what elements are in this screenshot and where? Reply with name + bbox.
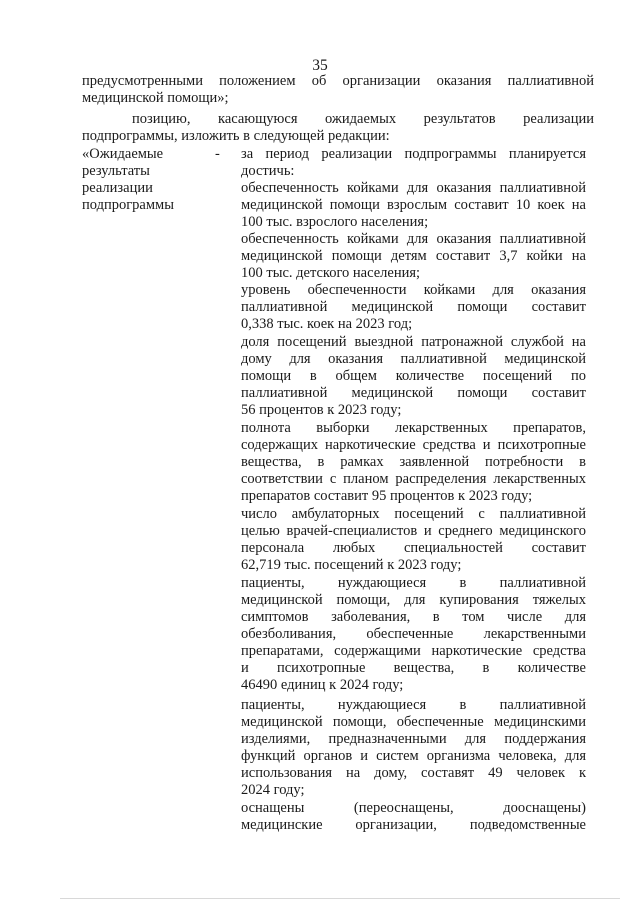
item-line: 56 процентов к 2023 году; [241, 402, 402, 418]
intro-line-2: медицинской помощи»; [82, 90, 229, 106]
item-line: 100 тыс. взрослого населения; [241, 214, 429, 230]
result-item [241, 697, 586, 799]
item-line: содержащих наркотические средства и психотропные [241, 437, 586, 453]
item-line: обеспеченность койками для оказания паллиативной [241, 180, 586, 196]
result-item [241, 334, 586, 419]
label-dash: - [215, 146, 220, 162]
label-line: результаты [82, 163, 150, 179]
item-line: число амбулаторных посещений с паллиативной [241, 506, 586, 522]
result-item [241, 146, 586, 180]
result-item [241, 282, 586, 333]
item-line: достичь: [241, 163, 295, 179]
item-line: функций органов и систем организма человека, для [241, 748, 586, 764]
item-line: медицинской помощи, обеспеченные медицинскими [241, 714, 586, 730]
result-item [241, 420, 586, 505]
item-line: изделиями, предназначенными для поддержания [241, 731, 586, 747]
label-line: подпрограммы [82, 197, 174, 213]
item-line: доля посещений выездной патронажной службой на [241, 334, 586, 350]
scan-edge-divider [60, 898, 620, 899]
page-number: 35 [312, 57, 328, 74]
expected-results-label [82, 146, 222, 214]
item-line: паллиативной медицинской помощи составит [241, 299, 586, 315]
item-line: оснащены (переоснащены, дооснащены) [241, 800, 586, 816]
intro-line-4: подпрограммы, изложить в следующей редакции: [82, 128, 390, 144]
item-line: препаратами, содержащими наркотические средства [241, 643, 586, 659]
item-line: обезболивания, обеспеченные лекарственными [241, 626, 586, 642]
item-line: паллиативной медицинской помощи составит [241, 385, 586, 401]
item-line: препаратов составит 95 процентов к 2023 году; [241, 488, 533, 504]
item-line: дому для оказания паллиативной медицинской [241, 351, 586, 367]
item-line: 100 тыс. детского населения; [241, 265, 421, 281]
item-line: 0,338 тыс. коек на 2023 год; [241, 316, 413, 332]
result-item [241, 506, 586, 574]
item-line: пациенты, нуждающиеся в паллиативной [241, 697, 586, 713]
item-line: 2024 году; [241, 782, 305, 798]
item-line: уровень обеспеченности койками для оказания [241, 282, 586, 298]
label-line: реализации [82, 180, 153, 196]
item-line: целью врачей-специалистов и среднего медицинского [241, 523, 586, 539]
result-item [241, 231, 586, 282]
item-line: обеспеченность койками для оказания паллиативной [241, 231, 586, 247]
intro-line-1: предусмотренными положением об организации оказания паллиативной [82, 73, 594, 89]
item-line: соответствии с планом распределения лекарственных [241, 471, 586, 487]
result-item [241, 800, 586, 834]
item-line: пациенты, нуждающиеся в паллиативной [241, 575, 586, 591]
item-line: медицинские организации, подведомственные [241, 817, 586, 833]
item-line: медицинской помощи детям составит 3,7 койки на [241, 248, 586, 264]
item-line: 46490 единиц к 2024 году; [241, 677, 404, 693]
item-line: персонала любых специальностей составит [241, 540, 586, 556]
intro-line-3: позицию, касающуюся ожидаемых результатов реализации [132, 111, 594, 127]
item-line: использования на дому, составят 49 человек к [241, 765, 586, 781]
item-line: симптомов заболевания, в том числе для [241, 609, 586, 625]
item-line: полнота выборки лекарственных препаратов, [241, 420, 586, 436]
item-line: помощи в общем количестве посещений по [241, 368, 586, 384]
item-line: и психотропные вещества, в количестве [241, 660, 586, 676]
result-item [241, 180, 586, 231]
label-line: «Ожидаемые [82, 146, 164, 162]
item-line: 62,719 тыс. посещений к 2023 году; [241, 557, 462, 573]
item-line: медицинской помощи, для купирования тяжелых [241, 592, 586, 608]
item-line: за период реализации подпрограммы планируется [241, 146, 586, 162]
item-line: медицинской помощи взрослым составит 10 коек на [241, 197, 586, 213]
result-item [241, 575, 586, 694]
item-line: вещества, в рамках заявленной потребности в [241, 454, 586, 470]
